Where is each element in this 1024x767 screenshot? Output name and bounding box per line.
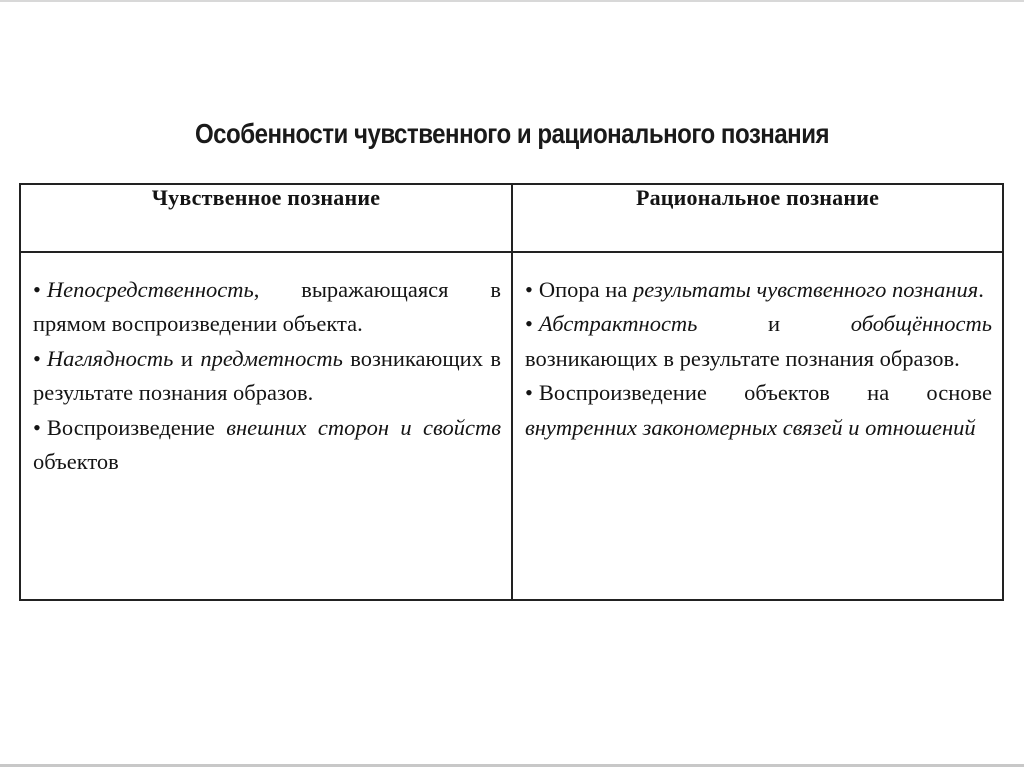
- term-external-sides: внешних сторон и свойств: [226, 414, 502, 440]
- term-sensory-results: результаты чувственного познания: [632, 277, 979, 302]
- bullet-icon: •: [525, 311, 533, 337]
- item-text: , выражающаяся в прямом воспроизведении объекта.: [33, 277, 501, 337]
- term-immediacy: Непосредственность: [46, 277, 254, 302]
- bullet-icon: •: [33, 345, 41, 371]
- term-abstraction: Абстрактность: [538, 311, 698, 337]
- comparison-table: [19, 183, 1004, 601]
- item-text: и: [697, 311, 851, 337]
- bullet-icon: •: [525, 380, 533, 406]
- item-text: объектов: [33, 449, 119, 475]
- item-text: возникающих в результате познания образов.: [525, 345, 960, 371]
- term-internal-regularities: внутренних закономерных связей и отношений: [525, 414, 976, 440]
- rational-cognition-cell: [512, 252, 1003, 600]
- bullet-icon: •: [33, 277, 41, 302]
- table-row: [20, 252, 1003, 600]
- header-sensory-cognition: Чувственное познание: [20, 184, 512, 252]
- term-objectivity: предметность: [200, 345, 343, 371]
- sensory-item-visibility: [33, 342, 501, 411]
- sensory-item-immediacy: [33, 273, 501, 342]
- rational-item-abstraction: [525, 307, 992, 376]
- header-rational-cognition: Рациональное познание: [512, 184, 1003, 252]
- item-text: .: [978, 277, 984, 302]
- bullet-icon: •: [525, 277, 533, 302]
- sensory-item-reproduction: [33, 411, 501, 480]
- item-text: Опора на: [538, 277, 633, 302]
- table-header-row: [20, 184, 1003, 252]
- sensory-cognition-cell: [20, 252, 512, 600]
- bullet-icon: •: [33, 414, 41, 440]
- item-text: Воспроизведение: [46, 414, 227, 440]
- rational-item-reproduction: [525, 376, 992, 445]
- page-title: Особенности чувственного и рационального познания: [194, 118, 830, 149]
- term-generalization: обобщённость: [850, 311, 992, 337]
- item-text: возникающих в результате познания образов.: [33, 345, 501, 406]
- item-text: Воспроизведение объектов на основе: [538, 380, 992, 406]
- rational-item-reliance: [525, 273, 992, 307]
- item-text: и: [173, 345, 201, 371]
- term-visibility: Наглядность: [46, 345, 174, 371]
